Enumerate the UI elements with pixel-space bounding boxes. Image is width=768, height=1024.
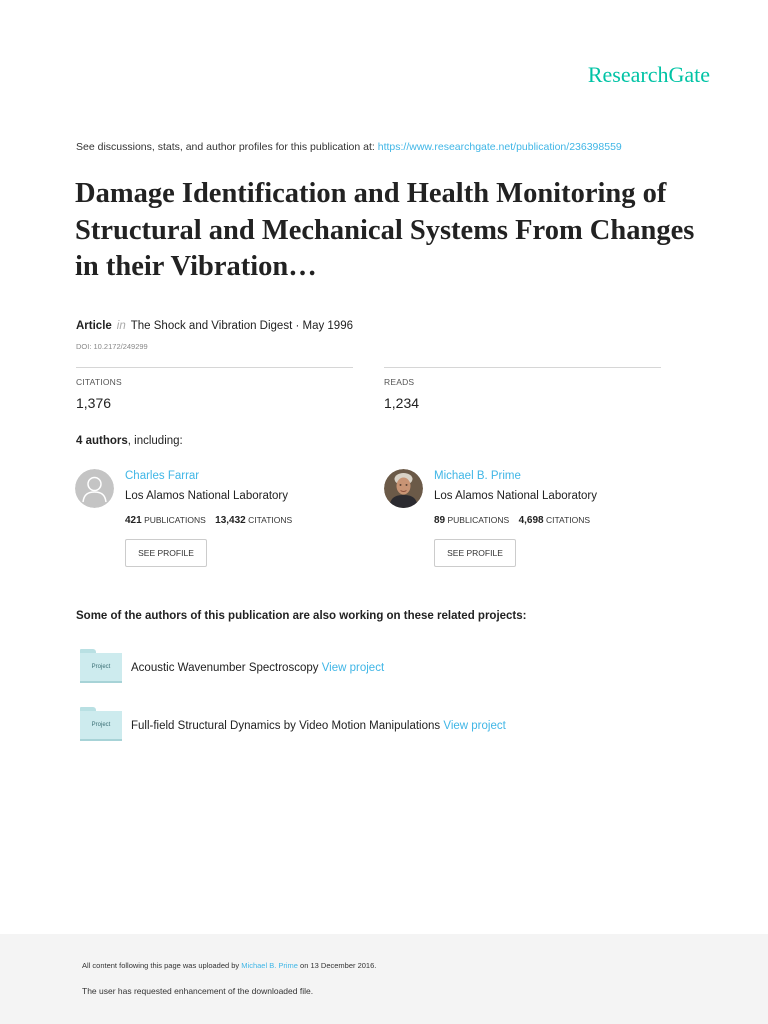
related-projects-heading: Some of the authors of this publication are also working on these related projects: (76, 610, 527, 622)
publications-label: PUBLICATIONS (144, 515, 206, 525)
upload-prefix: All content following this page was uploaded by (82, 961, 242, 970)
author-name[interactable]: Michael B. Prime (434, 470, 521, 482)
authors-count: 4 authors (76, 435, 128, 447)
discussion-text: See discussions, stats, and author profiles for this publication at: (76, 141, 378, 153)
default-user-silhouette-icon[interactable] (75, 469, 114, 508)
upload-suffix: on 13 December 2016. (297, 961, 377, 970)
citations-label: CITATIONS (76, 377, 122, 387)
view-project-link[interactable]: View project (321, 662, 385, 674)
authors-suffix: , including: (127, 435, 183, 447)
project-icon-label: Project (80, 653, 122, 683)
doi: DOI: 10.2172/249299 (76, 342, 148, 351)
project-text (131, 662, 384, 674)
author-counts (434, 515, 590, 526)
author-citations-label: CITATIONS (248, 515, 293, 525)
view-project-link[interactable]: View project (443, 720, 506, 732)
uploader-link[interactable]: Michael B. Prime (241, 961, 298, 970)
authors-heading (76, 435, 183, 447)
project-item (80, 649, 680, 689)
author-citations-count: 4,698 (518, 515, 544, 526)
journal-date: The Shock and Vibration Digest · May 1996 (130, 320, 353, 332)
project-text (131, 720, 506, 732)
project-item (80, 707, 680, 747)
citations-value: 1,376 (76, 395, 112, 411)
article-type: Article (76, 320, 112, 332)
author-name[interactable]: Charles Farrar (125, 470, 200, 482)
see-profile-button[interactable]: SEE PROFILE (434, 539, 516, 567)
project-name: Full-field Structural Dynamics by Video Motion Manipulations (131, 720, 441, 732)
researchgate-logo[interactable]: ResearchGate (587, 62, 710, 87)
project-folder-icon (80, 649, 122, 687)
publication-url-link[interactable]: https://www.researchgate.net/publication/236398559 (377, 141, 622, 153)
author-photo[interactable] (384, 469, 423, 508)
footer (0, 934, 768, 1024)
upload-note (82, 961, 376, 970)
article-title: Damage Identification and Health Monitoring of Structural and Mechanical Systems From Changes in their Vibration… (75, 178, 695, 282)
article-meta (76, 320, 353, 332)
in-word: in (116, 320, 126, 332)
author-institution: Los Alamos National Laboratory (434, 490, 598, 502)
project-name: Acoustic Wavenumber Spectroscopy (131, 662, 319, 674)
discussion-line (76, 141, 622, 153)
author-institution: Los Alamos National Laboratory (125, 490, 289, 502)
reads-stat (384, 367, 661, 411)
publications-count: 421 (125, 515, 142, 526)
publications-count: 89 (434, 515, 446, 526)
reads-label: READS (384, 377, 415, 387)
author-citations-label: CITATIONS (546, 515, 591, 525)
author-counts (125, 515, 292, 526)
publications-label: PUBLICATIONS (447, 515, 510, 525)
project-folder-icon (80, 707, 122, 745)
reads-value: 1,234 (384, 395, 420, 411)
enhancement-note: The user has requested enhancement of the downloaded file. (82, 986, 314, 996)
author-citations-count: 13,432 (215, 515, 246, 526)
citations-stat (76, 367, 353, 411)
see-profile-button[interactable]: SEE PROFILE (125, 539, 207, 567)
project-icon-label: Project (80, 711, 122, 741)
